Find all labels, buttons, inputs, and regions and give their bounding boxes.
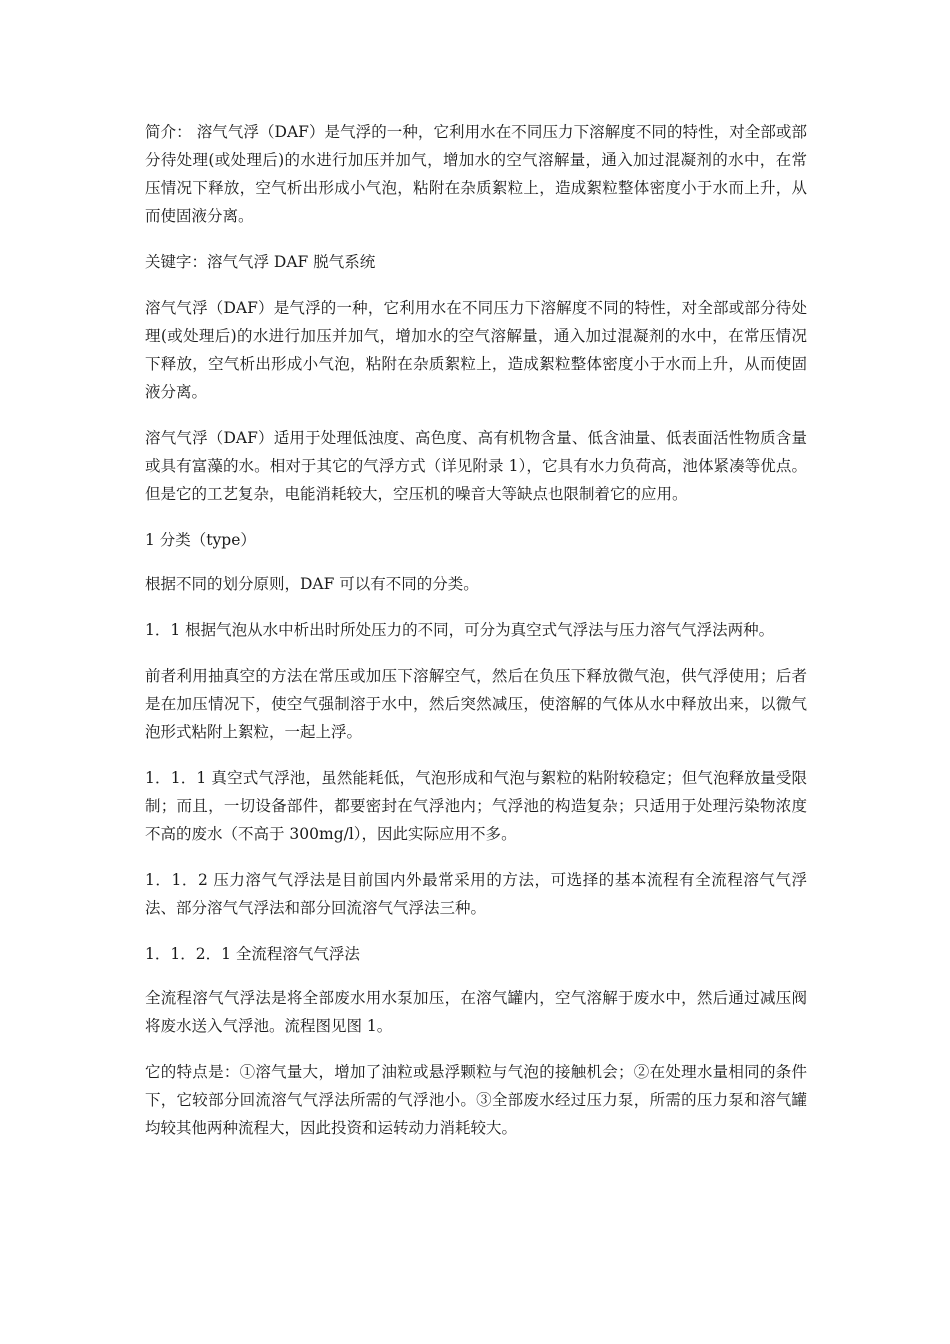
full-flow-paragraph: 全流程溶气气浮法是将全部废水用水泵加压，在溶气罐内，空气溶解于废水中，然后通过减压阀将废水送入气浮池。流程图见图 1。 (145, 989, 807, 1035)
document-body (145, 118, 807, 1160)
subsection-1-1-2: 1．1．2 压力溶气气浮法是目前国内外最常采用的方法，可选择的基本流程有全流程溶气气浮法、部分溶气气浮法和部分回流溶气气浮法三种。 (145, 871, 807, 917)
subsection-1-1-1: 1．1．1 真空式气浮池，虽然能耗低，气泡形成和气泡与絮粒的粘附较稳定；但气泡释放量受限制；而且，一切设备部件，都要密封在气浮池内；气浮池的构造复杂；只适用于处理污染物浓度不高的废水（不高于 300mg/l），因此实际应用不多。 (145, 769, 807, 843)
classification-intro: 根据不同的划分原则，DAF 可以有不同的分类。 (145, 575, 479, 593)
application-paragraph: 溶气气浮（DAF）适用于处理低浊度、高色度、高有机物含量、低含油量、低表面活性物质含量或具有富藻的水。相对于其它的气浮方式（详见附录 1），它具有水力负荷高，池体紧凑等优点。但是它的工艺复杂，电能消耗较大，空压机的噪音大等缺点也限制着它的应用。 (145, 429, 807, 503)
method-description-paragraph: 前者利用抽真空的方法在常压或加压下溶解空气，然后在负压下释放微气泡，供气浮使用；后者是在加压情况下，使空气强制溶于水中，然后突然减压，使溶解的气体从水中释放出来，以微气泡形式粘附上絮粒，一起上浮。 (145, 667, 807, 741)
intro-paragraph: 溶气气浮（DAF）是气浮的一种，它利用水在不同压力下溶解度不同的特性，对全部或部分待处理(或处理后)的水进行加压并加气，增加水的空气溶解量，通入加过混凝剂的水中，在常压情况下释放，空气析出形成小气泡，粘附在杂质絮粒上，造成絮粒整体密度小于水而上升，从而使固液分离。 (145, 299, 807, 401)
section-heading-classification: 1 分类（type） (145, 531, 256, 549)
subsection-1-1: 1．1 根据气泡从水中析出时所处压力的不同，可分为真空式气浮法与压力溶气气浮法两种。 (145, 621, 775, 639)
subsection-1-1-2-1-heading: 1．1．2．1 全流程溶气气浮法 (145, 945, 360, 963)
keywords-line: 关键字：溶气气浮 DAF 脱气系统 (145, 253, 376, 271)
features-paragraph: 它的特点是：①溶气量大，增加了油粒或悬浮颗粒与气泡的接触机会；②在处理水量相同的条件下，它较部分回流溶气气浮法所需的气浮池小。③全部废水经过压力泵，所需的压力泵和溶气罐均较其他两种流程大，因此投资和运转动力消耗较大。 (145, 1063, 807, 1137)
abstract-paragraph: 简介： 溶气气浮（DAF）是气浮的一种，它利用水在不同压力下溶解度不同的特性，对全部或部分待处理(或处理后)的水进行加压并加气，增加水的空气溶解量，通入加过混凝剂的水中，在常压情况下释放，空气析出形成小气泡，粘附在杂质絮粒上，造成絮粒整体密度小于水而上升，从而使固液分离。 (145, 123, 807, 225)
